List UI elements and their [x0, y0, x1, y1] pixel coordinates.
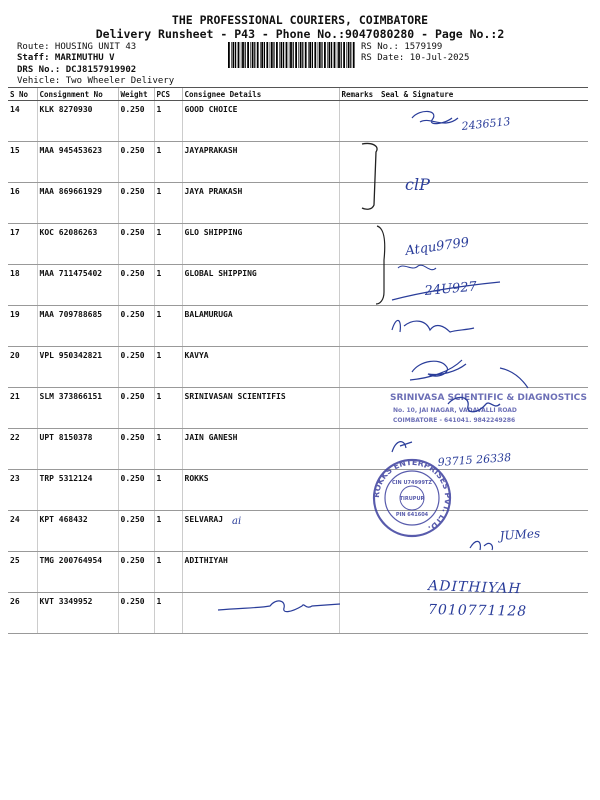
cell-pcs: 1 [154, 224, 182, 265]
cell-weight: 0.250 [118, 224, 154, 265]
barcode-bar [298, 42, 299, 68]
cell-consignment: SLM 373866151 [37, 388, 118, 429]
cell-consignee: GOOD CHOICE [182, 101, 339, 142]
rs-number: RS No.: 1579199 [361, 42, 443, 52]
cell-weight: 0.250 [118, 511, 154, 552]
table-row [8, 224, 588, 265]
barcode-bar [346, 42, 347, 68]
cell-consignment: KOC 62086263 [37, 224, 118, 265]
cell-sno: 18 [8, 265, 37, 306]
barcode-bar [337, 42, 338, 68]
barcode-bar [300, 42, 302, 68]
cell-seal [373, 101, 588, 142]
cell-consignment: VPL 950342821 [37, 347, 118, 388]
table-row [8, 388, 588, 429]
cell-consignment: KVT 3349952 [37, 593, 118, 634]
rokks-stamp-pin: PIN 641604 [395, 512, 429, 518]
signature-24-text: JUMes [499, 526, 541, 543]
cell-consignment: UPT 8150378 [37, 429, 118, 470]
cell-consignee: BALAMURUGA [182, 306, 339, 347]
cell-remarks [339, 388, 373, 429]
cell-consignee: JAYA PRAKASH [182, 183, 339, 224]
barcode-bar [302, 42, 303, 68]
cell-sno: 25 [8, 552, 37, 593]
cell-seal [373, 511, 588, 552]
barcode-bar [341, 42, 342, 68]
barcode-bar [295, 42, 297, 68]
cell-pcs: 1 [154, 511, 182, 552]
barcode-bar [271, 42, 273, 68]
barcode-bar [264, 42, 265, 68]
barcode-bar [283, 42, 284, 68]
barcode-bar [331, 42, 332, 68]
barcode-bar [266, 42, 268, 68]
barcode-bar [286, 42, 288, 68]
barcode-bar [252, 42, 254, 68]
cell-remarks [339, 224, 373, 265]
srinivasa-stamp-line1: SRINIVASA SCIENTIFIC & DIAGNOSTICS [390, 393, 587, 403]
cell-remarks [339, 593, 373, 634]
cell-sno: 26 [8, 593, 37, 634]
barcode-bar [273, 42, 274, 68]
cell-remarks [339, 347, 373, 388]
signature-22-text: 93715 26338 [437, 450, 512, 469]
cell-consignment: TRP 5312124 [37, 470, 118, 511]
barcode-bar [245, 42, 246, 68]
barcode-bar [353, 42, 355, 68]
col-sno: S No [8, 88, 37, 101]
barcode-bar [314, 42, 316, 68]
cell-sno: 24 [8, 511, 37, 552]
cell-consignment: KLK 8270930 [37, 101, 118, 142]
route-label: Route: HOUSING UNIT 43 [17, 42, 137, 52]
cell-weight: 0.250 [118, 142, 154, 183]
rokks-stamp-center: TIRUPUR [399, 496, 425, 502]
cell-remarks [339, 511, 373, 552]
barcode-bar [276, 42, 278, 68]
signature-17-text: Atqu9799 [404, 235, 471, 259]
company-title: THE PROFESSIONAL COURIERS, COIMBATORE [171, 13, 429, 27]
signature-15-text: clP [405, 175, 430, 194]
cell-remarks [339, 101, 373, 142]
table-row [8, 511, 588, 552]
barcode-bar [338, 42, 340, 68]
cell-consignee: SELVARAJ [182, 511, 339, 552]
cell-consignee: ROKKS [182, 470, 339, 511]
cell-seal [373, 306, 588, 347]
cell-remarks [339, 470, 373, 511]
col-weight: Weight [118, 88, 154, 101]
barcode-bar [329, 42, 331, 68]
cell-sno: 23 [8, 470, 37, 511]
table-row [8, 265, 588, 306]
cell-consignee: ADITHIYAH [182, 552, 339, 593]
barcode-bar [348, 42, 350, 68]
cell-seal [373, 142, 588, 183]
barcode-bar [250, 42, 251, 68]
cell-pcs: 1 [154, 593, 182, 634]
barcode-bar [290, 42, 292, 68]
cell-seal [373, 224, 588, 265]
table-row [8, 552, 588, 593]
cell-remarks [339, 429, 373, 470]
barcode-bar [312, 42, 313, 68]
cell-seal [373, 183, 588, 224]
cell-consignment: MAA 709788685 [37, 306, 118, 347]
cell-consignee: SRINIVASAN SCIENTIFIS [182, 388, 339, 429]
cell-seal [373, 470, 588, 511]
table-row [8, 101, 588, 142]
runsheet-title: Delivery Runsheet - P43 - Phone No.:9047080280 - Page No.:2 [95, 27, 505, 41]
cell-consignee: GLO SHIPPING [182, 224, 339, 265]
table-row [8, 142, 588, 183]
cell-sno: 14 [8, 101, 37, 142]
barcode-bar [241, 42, 242, 68]
barcode-bar [319, 42, 321, 68]
cell-weight: 0.250 [118, 470, 154, 511]
cell-pcs: 1 [154, 347, 182, 388]
cell-consignment: MAA 711475402 [37, 265, 118, 306]
col-consignment: Consignment No [37, 88, 118, 101]
srinivasa-stamp-line3: COIMBATORE - 641041. 9842249286 [393, 417, 516, 424]
cell-pcs: 1 [154, 306, 182, 347]
cell-remarks [339, 142, 373, 183]
cell-remarks [339, 552, 373, 593]
barcode-bar [247, 42, 249, 68]
barcode-bar [343, 42, 345, 68]
cell-weight: 0.250 [118, 552, 154, 593]
barcode-bar [321, 42, 322, 68]
barcode-bar [305, 42, 307, 68]
srinivasa-stamp-line2: No. 10, JAI NAGAR, VADAVALLI ROAD [393, 407, 517, 414]
vehicle-label: Vehicle: Two Wheeler Delivery [17, 76, 175, 86]
consignee-24-annotation: ai [232, 516, 242, 527]
cell-remarks [339, 183, 373, 224]
cell-consignee: GLOBAL SHIPPING [182, 265, 339, 306]
barcode-bar [260, 42, 261, 68]
cell-sno: 20 [8, 347, 37, 388]
cell-pcs: 1 [154, 101, 182, 142]
cell-seal [373, 347, 588, 388]
cell-seal [373, 593, 588, 634]
cell-sno: 17 [8, 224, 37, 265]
barcode-bar [327, 42, 328, 68]
table-row [8, 593, 588, 634]
cell-weight: 0.250 [118, 388, 154, 429]
cell-consignment: MAA 869661929 [37, 183, 118, 224]
signature-18-text: 24U927 [424, 279, 478, 299]
barcode-bar [228, 42, 230, 68]
cell-pcs: 1 [154, 470, 182, 511]
rokks-stamp-cin: CIN U74999TZ [392, 480, 432, 486]
staff-label: Staff: MARIMUTHU V [17, 53, 115, 63]
cell-consignment: KPT 468432 [37, 511, 118, 552]
cell-sno: 22 [8, 429, 37, 470]
cell-seal [373, 388, 588, 429]
cell-seal [373, 429, 588, 470]
barcode-graphic [228, 42, 356, 68]
cell-weight: 0.250 [118, 306, 154, 347]
cell-seal [373, 265, 588, 306]
barcode-bar [289, 42, 290, 68]
cell-consignee [182, 593, 339, 634]
barcode-bar [254, 42, 255, 68]
drs-number: DRS No.: DCJ8157919902 [17, 65, 137, 75]
cell-sno: 15 [8, 142, 37, 183]
cell-sno: 16 [8, 183, 37, 224]
col-pcs: PCS [154, 88, 182, 101]
cell-seal [373, 552, 588, 593]
barcode-bar [231, 42, 232, 68]
cell-pcs: 1 [154, 429, 182, 470]
cell-remarks [339, 306, 373, 347]
barcode-bar [309, 42, 311, 68]
barcode-bar [281, 42, 283, 68]
col-remarks: Remarks [339, 88, 373, 101]
cell-pcs: 1 [154, 142, 182, 183]
cell-weight: 0.250 [118, 265, 154, 306]
barcode-bar [242, 42, 244, 68]
runsheet-table [8, 87, 588, 634]
barcode-bar [334, 42, 336, 68]
table-row [8, 429, 588, 470]
cell-sno: 19 [8, 306, 37, 347]
table-row [8, 306, 588, 347]
cell-weight: 0.250 [118, 183, 154, 224]
cell-weight: 0.250 [118, 347, 154, 388]
barcode-bar [235, 42, 236, 68]
cell-consignee: KAVYA [182, 347, 339, 388]
barcode-bar [261, 42, 263, 68]
cell-weight: 0.250 [118, 429, 154, 470]
cell-pcs: 1 [154, 265, 182, 306]
barcode-bar [279, 42, 280, 68]
barcode-bar [257, 42, 259, 68]
cell-sno: 21 [8, 388, 37, 429]
barcode-bar [308, 42, 309, 68]
cell-remarks [339, 265, 373, 306]
barcode-bar [350, 42, 351, 68]
barcode-bar [293, 42, 294, 68]
signature-25-name: ADITHIYAH [427, 578, 522, 598]
table-header-row [8, 88, 588, 101]
barcode-bar [233, 42, 235, 68]
cell-weight: 0.250 [118, 101, 154, 142]
barcode-bar [318, 42, 319, 68]
table-row [8, 470, 588, 511]
col-consignee: Consignee Details [182, 88, 339, 101]
table-row [8, 183, 588, 224]
cell-pcs: 1 [154, 552, 182, 593]
table-row [8, 347, 588, 388]
barcode-bar [270, 42, 271, 68]
barcode-bar [324, 42, 326, 68]
cell-consignee: JAIN GANESH [182, 429, 339, 470]
cell-weight: 0.250 [118, 593, 154, 634]
rs-date: RS Date: 10-Jul-2025 [361, 53, 470, 63]
signature-25-phone: 7010771128 [427, 602, 528, 620]
signature-14-text: 2436513 [460, 114, 512, 133]
cell-pcs: 1 [154, 183, 182, 224]
cell-consignment: TMG 200764954 [37, 552, 118, 593]
col-seal: Seal & Signature [373, 88, 588, 101]
cell-consignment: MAA 945453623 [37, 142, 118, 183]
barcode-bar [238, 42, 240, 68]
cell-consignee: JAYAPRAKASH [182, 142, 339, 183]
rokks-stamp-ring: ROKKS ENTERPRISES PVT. LTD. [371, 457, 453, 534]
cell-pcs: 1 [154, 388, 182, 429]
